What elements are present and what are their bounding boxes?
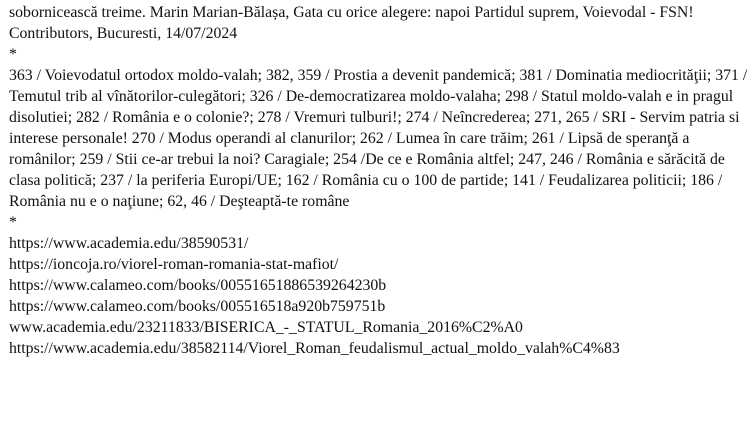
link-academia-feudalismul[interactable]: https://www.academia.edu/38582114/Viorel_Roman_feudalismul_actual_moldo_valah%C4%83 (9, 340, 620, 357)
link-academia-38590531[interactable]: https://www.academia.edu/38590531/ (9, 235, 249, 252)
link-ioncoja-stat-mafiot[interactable]: https://ioncoja.ro/viorel-roman-romania-stat-mafiot/ (9, 256, 339, 273)
separator-asterisk: * (9, 214, 17, 231)
separator-asterisk: * (9, 46, 17, 63)
document-body (9, 2, 751, 359)
link-list (9, 233, 751, 359)
link-calameo-book-1[interactable]: https://www.calameo.com/books/00551651886539264230b (9, 277, 387, 294)
topics-paragraph: 363 / Voievodatul ortodox moldo-valah; 382, 359 / Prostia a devenit pandemică; 381 / Dominatia mediocrităţii; 371 / Temutul trib al vînătorilor-culegători; 326 / De-democratizarea moldo-valaha; 298 / Statul moldo-valah e in pragul disolutiei; 282 / România e o colonie?; 278 / Vremuri tulburi!; 274 / Neîncrederea; 271, 265 / SRI - Servim patria si interese personale! 270 / Modus operandi al clanurilor; 262 / Lumea în care trăim; 261 / Lipsă de speranţă a românilor; 259 / Stii ce-ar trebui la noi? Caragiale; 254 /De ce e România altfel; 247, 246 / România e sărăcită de clasa politică; 237 / la periferia Europi/UE; 162 / România cu o 100 de partide; 141 / Feudalizarea politicii; 186 / România nu e o naţiune; 62, 46 / Deşteaptă-te române (9, 67, 748, 210)
intro-paragraph: sobornicească treime. Marin Marian-Bălașa, Gata cu orice alegere: napoi Partidul suprem, Voievodal - FSN! Contributors, Bucuresti, 14/07/2024 (9, 4, 694, 42)
link-academia-biserica-statul[interactable]: www.academia.edu/23211833/BISERICA_-_STATUL_Romania_2016%C2%A0 (9, 319, 523, 336)
link-calameo-book-2[interactable]: https://www.calameo.com/books/005516518a920b759751b (9, 298, 386, 315)
